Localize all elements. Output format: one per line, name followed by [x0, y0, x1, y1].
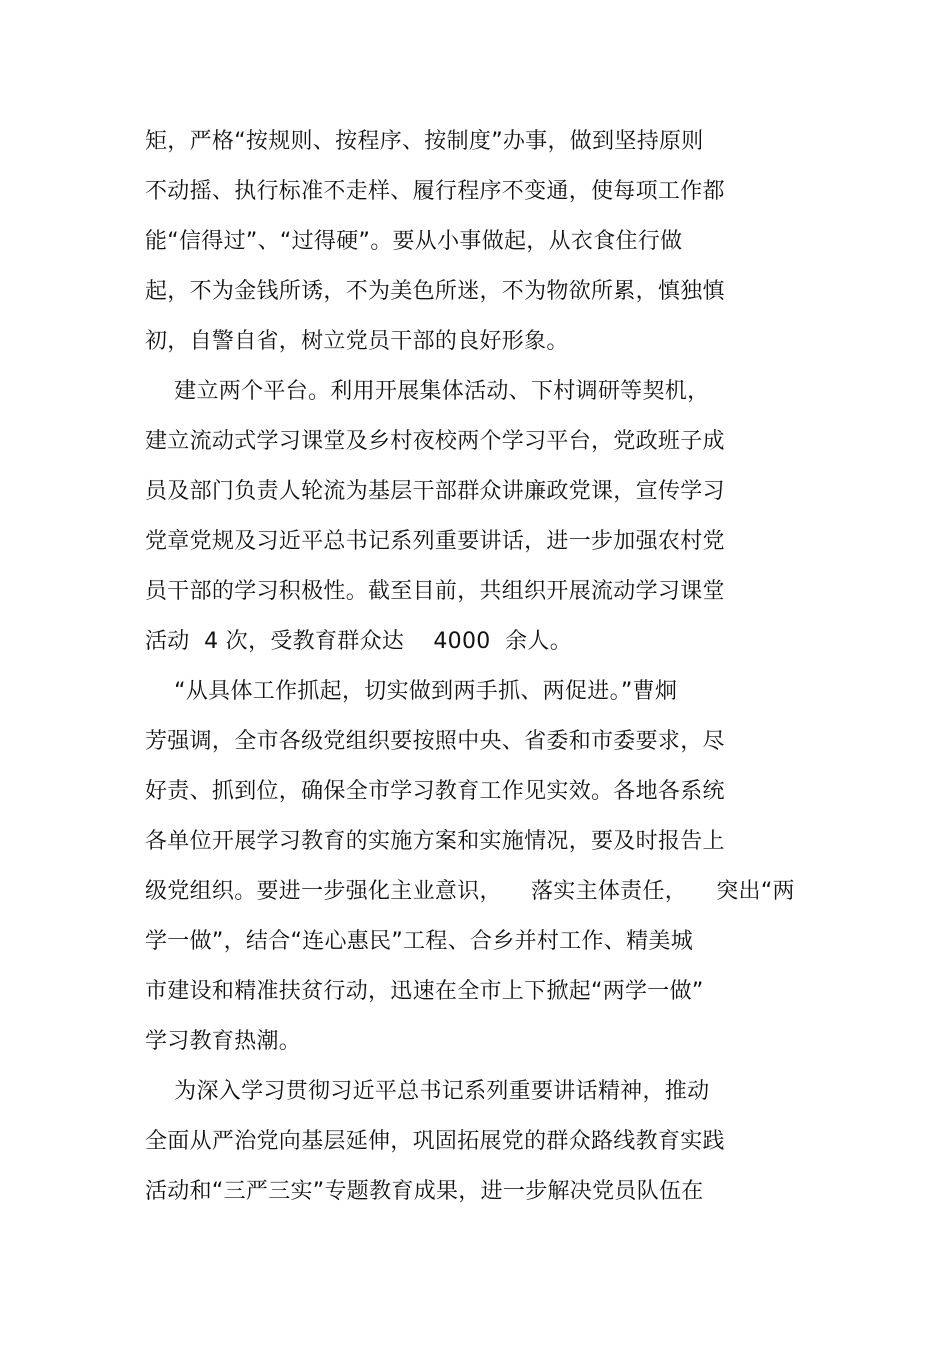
- text-line: 级党组织。要进一步强化主业意识， 落实主体责任， 突出“两: [145, 879, 795, 904]
- text-line: 芳强调，全市各级党组织要按照中央、省委和市委要求，尽: [145, 729, 725, 754]
- text-line: 活动 4 次，受教育群众达 4000 余人。: [145, 629, 573, 654]
- text-line: 不动摇、执行标准不走样、履行程序不变通，使每项工作都: [145, 179, 725, 204]
- text-line: “从具体工作抓起，切实做到两手抓、两促进。”曹炯: [145, 679, 678, 704]
- text-line: 建立流动式学习课堂及乡村夜校两个学习平台，党政班子成: [145, 429, 725, 454]
- text-line: 各单位开展学习教育的实施方案和实施情况，要及时报告上: [145, 829, 725, 854]
- text-line: 能“信得过”、“过得硬”。要从小事做起，从衣食住行做: [145, 229, 683, 254]
- text-line: 好责、抓到位，确保全市学习教育工作见实效。各地各系统: [145, 779, 725, 804]
- text-line: 初，自警自省，树立党员干部的良好形象。: [145, 329, 569, 354]
- text-line: 起，不为金钱所诱，不为美色所迷，不为物欲所累，慎独慎: [145, 279, 725, 304]
- text-line: 学一做”，结合“连心惠民”工程、合乡并村工作、精美城: [145, 929, 693, 954]
- text-line: 建立两个平台。利用开展集体活动、下村调研等契机，: [145, 379, 710, 404]
- text-line: 矩，严格“按规则、按程序、按制度”办事，做到坚持原则: [145, 129, 704, 154]
- text-line: 学习教育热潮。: [145, 1029, 302, 1054]
- text-line: 市建设和精准扶贫行动，迅速在全市上下掀起“两学一做”: [145, 979, 704, 1004]
- text-line: 为深入学习贯彻习近平总书记系列重要讲话精神，推动: [145, 1079, 710, 1104]
- text-line: 活动和“三严三实”专题教育成果，进一步解决党员队伍在: [145, 1179, 704, 1204]
- text-line: 员干部的学习积极性。截至目前，共组织开展流动学习课堂: [145, 579, 725, 604]
- text-line: 全面从严治党向基层延伸，巩固拓展党的群众路线教育实践: [145, 1129, 725, 1154]
- text-line: 党章党规及习近平总书记系列重要讲话，进一步加强农村党: [145, 529, 725, 554]
- text-line: 员及部门负责人轮流为基层干部群众讲廉政党课，宣传学习: [145, 479, 725, 504]
